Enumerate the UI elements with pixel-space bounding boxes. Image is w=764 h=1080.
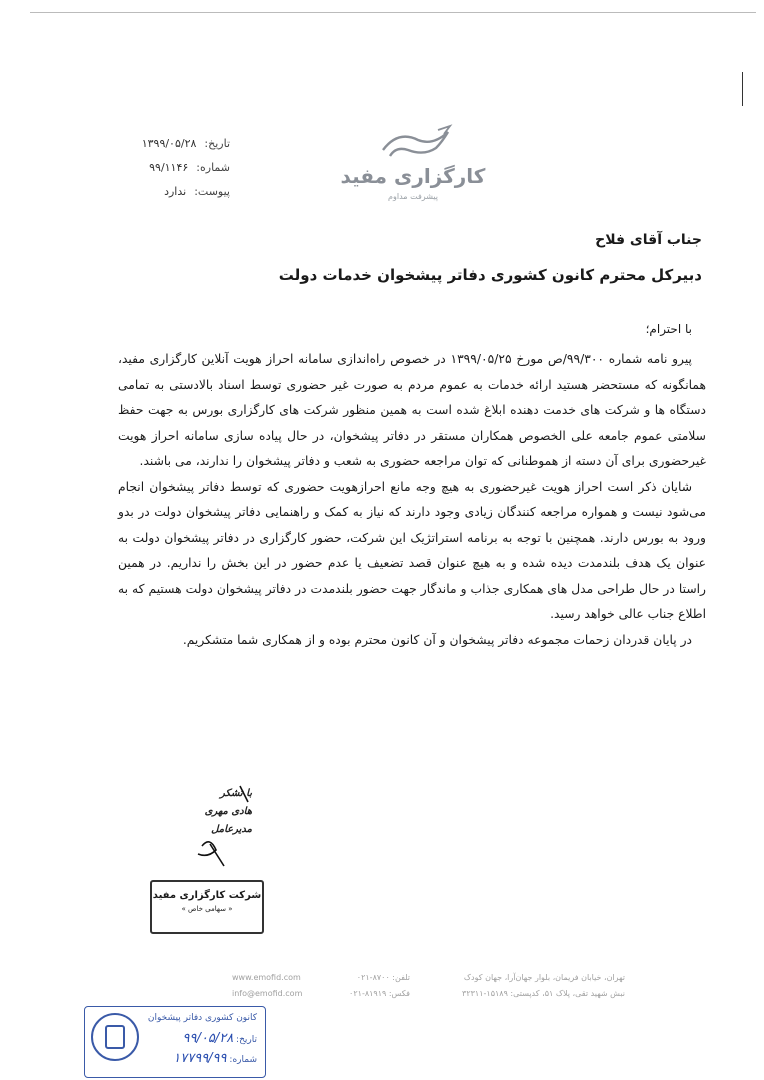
receipt-number-label: شماره: [229,1055,257,1065]
top-rule [30,12,756,13]
signature-thanks: با تشکر [219,788,252,799]
company-stamp [150,880,264,934]
receipt-stamp [84,1006,266,1078]
receipt-title: کانون کشوری دفاتر پیشخوان [147,1013,257,1023]
footer-website: www.emofid.com [232,973,301,982]
footer-contact [320,970,410,1002]
addressee-title: دبیرکل محترم کانون کشوری دفاتر پیشخوان خدمات دولت [278,266,702,284]
number-row [80,156,230,180]
footer-address-line1: تهران، خیابان فریمان، بلوار جهان‌آرا، جهان کودک [463,973,625,982]
signature-name: هادی مهری [204,806,252,817]
attachment-row [80,180,230,204]
company-logo [338,122,488,208]
receipt-date-label: تاریخ: [236,1035,257,1045]
footer-web [232,970,302,1002]
edge-mark [742,72,743,106]
footer-address-line2: نبش شهید تقی، پلاک ۵۱، کدپستی: ۱۵۱۸۹-۳۲۳۱۱ [462,989,625,998]
letter-meta [80,132,230,204]
date-row [80,132,230,156]
footer-email: info@emofid.com [232,989,303,998]
receipt-number-row [173,1051,257,1066]
signature-block [150,784,260,879]
stamp-type: « سهامی خاص » [181,905,233,913]
footer-fax: فکس: ۸۱۹۱۹-۰۲۱ [349,989,410,998]
logo-tagline: پیشرفت مداوم [388,192,438,201]
date-value: ۱۳۹۹/۰۵/۲۸ [141,137,197,150]
paragraph-1: پیرو نامه شماره ۹۹/۳۰۰/ص مورخ ۱۳۹۹/۰۵/۲۵ در خصوص راه‌اندازی سامانه احراز هویت آنلاین کارگزاری مفید، همانگونه که مستحضر هستید ارائه خدمات به عموم مردم به صورت غیر حضوری توسط اسناد بالادستی به تمامی دستگاه ها و شرکت های خدمت دهنده ابلاغ شده است به همین منظور شرکت های کارگزاری بورس به جهت حفظ سلامتی عموم جامعه علی الخصوص همکاران مستقر در دفاتر پیشخوان، در حال پیاده سازی سامانه احراز هویت غیرحضوری برای آن دسته از هموطنانی که توان مراجعه حضوری به شعب و دفاتر پیشخوان را ندارند، می باشند. [118,352,706,468]
addressee-name: جناب آقای فلاح [595,232,702,248]
number-label: شماره: [196,161,230,174]
logo-name: کارگزاری مفید [340,164,486,188]
paragraph-2: شایان ذکر است احراز هویت غیرحضوری به هیچ وجه مانع احرازهویت حضوری که توسط دفاتر پیشخوان انجام می‌شود نیست و همواره مراجعه کنندگان زیادی وجود دارند که نیاز به کمک و راهنمایی دفاتر پیشخوان دولت در بدو ورود به بورس دارند. همچنین با توجه به برنامه استراتژیک این شرکت، حضور کارگزاری در دفاتر پیشخوان دولت به عنوان یک هدف بلندمدت دیده شده و به هیچ عنوان قصد تضعیف یا عدم حضور در این بخش را نداریم. در همین راستا در حال طراحی مدل های همکاری جذاب و ماندگار جهت حضور بلندمدت در دفاتر پیشخوان دولت هستیم که به اطلاع جناب عالی خواهد رسید. [118,479,706,621]
handwritten-signature [150,784,260,879]
footer-phone: تلفن: ۸۷۰۰-۰۲۱ [356,973,410,982]
attachment-value: ندارد [164,185,187,198]
receipt-date-value: ۹۹/۰۵/۲۸ [182,1031,234,1046]
receipt-date-row [183,1031,257,1046]
footer-address [420,970,625,1002]
signature-role: مدیرعامل [211,824,252,835]
receipt-emblem-icon [91,1013,139,1061]
number-value: ۹۹/۱۱۴۶ [149,161,189,174]
letter-body [118,347,706,653]
date-label: تاریخ: [204,137,230,150]
attachment-label: پیوست: [194,185,230,198]
bull-icon [338,122,488,166]
stamp-company: شرکت کارگزاری مفید [152,890,262,901]
paragraph-3: در پایان قدردان زحمات مجموعه دفاتر پیشخوان و آن کانون محترم بوده و از همکاری شما متشکریم. [182,632,692,647]
greeting: با احترام؛ [645,322,692,336]
receipt-number-value: ۱۷۷۹۹/۹۹ [173,1051,227,1066]
